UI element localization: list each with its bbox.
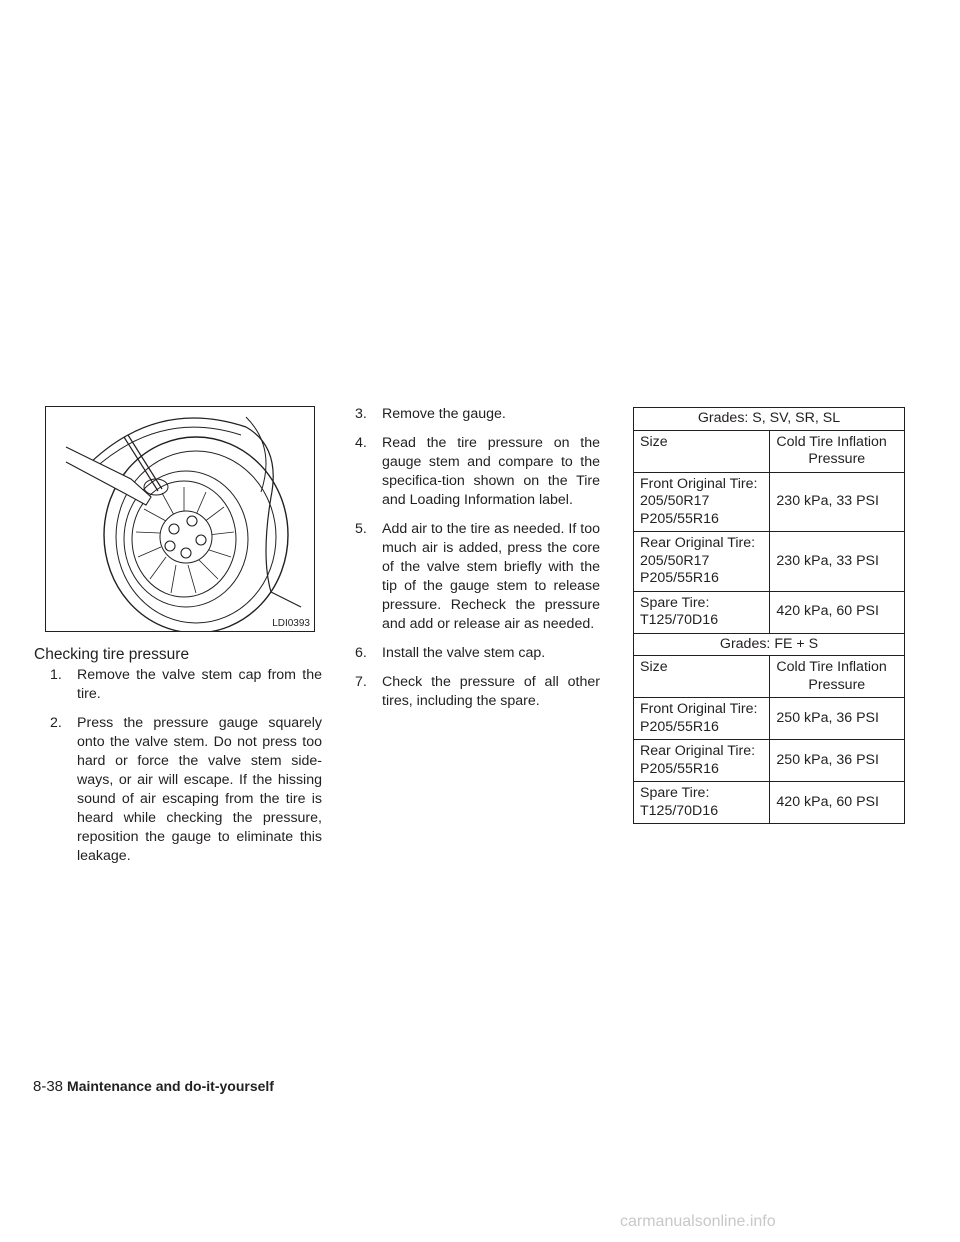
size-cell: Rear Original Tire: P205/55R16 <box>634 740 770 782</box>
step-number: 5. <box>355 521 367 537</box>
table-row <box>634 782 905 824</box>
step-item <box>50 666 322 704</box>
step-text: Remove the valve stem cap from the tire. <box>77 667 322 702</box>
step-text: Remove the gauge. <box>382 406 506 422</box>
step-text: Check the pressure of all other tires, including the spare. <box>382 674 600 709</box>
tire-pressure-figure <box>45 406 315 632</box>
table-header-row <box>634 430 905 472</box>
step-item <box>355 520 600 634</box>
step-number: 2. <box>50 715 62 731</box>
pressure-cell: 420 kPa, 60 PSI <box>770 591 905 633</box>
step-text: Add air to the tire as needed. If too much air is added, press the core of the valve stem briefly with the tip of the gauge stem to release pressure. Recheck the pressure and add or release air as needed. <box>382 521 600 632</box>
pressure-cell: 250 kPa, 36 PSI <box>770 740 905 782</box>
steps-list-left <box>50 666 322 876</box>
step-item <box>355 673 600 711</box>
tire-pressure-table <box>633 407 905 824</box>
step-number: 7. <box>355 674 367 690</box>
size-cell: Front Original Tire: 205/50R17 P205/55R16 <box>634 472 770 532</box>
step-number: 1. <box>50 667 62 683</box>
watermark: carmanualsonline.info <box>620 1213 776 1230</box>
size-header: Size <box>634 656 770 698</box>
table-row <box>634 532 905 592</box>
grade-header: Grades: FE + S <box>634 633 905 656</box>
tire-gauge-illustration-icon <box>46 407 315 632</box>
step-number: 3. <box>355 406 367 422</box>
table-header-row <box>634 656 905 698</box>
step-item <box>50 714 322 866</box>
step-item <box>355 644 600 663</box>
figure-code: LDI0393 <box>272 618 310 629</box>
grade-header: Grades: S, SV, SR, SL <box>634 408 905 431</box>
steps-list-right <box>355 405 600 721</box>
step-item <box>355 405 600 424</box>
step-text: Read the tire pressure on the gauge stem and compare to the specifica-tion shown on the Tire and Loading Information label. <box>382 435 600 508</box>
size-cell: Front Original Tire: P205/55R16 <box>634 698 770 740</box>
page-number: 8-38 <box>33 1078 64 1095</box>
pressure-cell: 230 kPa, 33 PSI <box>770 532 905 592</box>
step-text: Install the valve stem cap. <box>382 645 546 661</box>
table-row <box>634 740 905 782</box>
pressure-cell: 250 kPa, 36 PSI <box>770 698 905 740</box>
pressure-header: Cold Tire Inflation Pressure <box>770 430 905 472</box>
table-row <box>634 591 905 633</box>
pressure-cell: 420 kPa, 60 PSI <box>770 782 905 824</box>
pressure-cell: 230 kPa, 33 PSI <box>770 472 905 532</box>
step-item <box>355 434 600 510</box>
table-row <box>634 472 905 532</box>
step-text: Press the pressure gauge squarely onto the valve stem. Do not press too hard or force the valve stem side-ways, or air will escape. If the hissing sound of air escaping from the tire is heard while checking the pressure, reposition the gauge to eliminate this leakage. <box>77 715 322 864</box>
step-number: 6. <box>355 645 367 661</box>
pressure-header: Cold Tire Inflation Pressure <box>770 656 905 698</box>
section-title: Checking tire pressure <box>34 646 190 663</box>
chapter-title: Maintenance and do-it-yourself <box>67 1078 274 1094</box>
page-footer <box>33 1078 274 1095</box>
step-number: 4. <box>355 435 367 451</box>
size-header: Size <box>634 430 770 472</box>
table-row <box>634 698 905 740</box>
size-cell: Spare Tire: T125/70D16 <box>634 591 770 633</box>
size-cell: Spare Tire: T125/70D16 <box>634 782 770 824</box>
size-cell: Rear Original Tire: 205/50R17 P205/55R16 <box>634 532 770 592</box>
